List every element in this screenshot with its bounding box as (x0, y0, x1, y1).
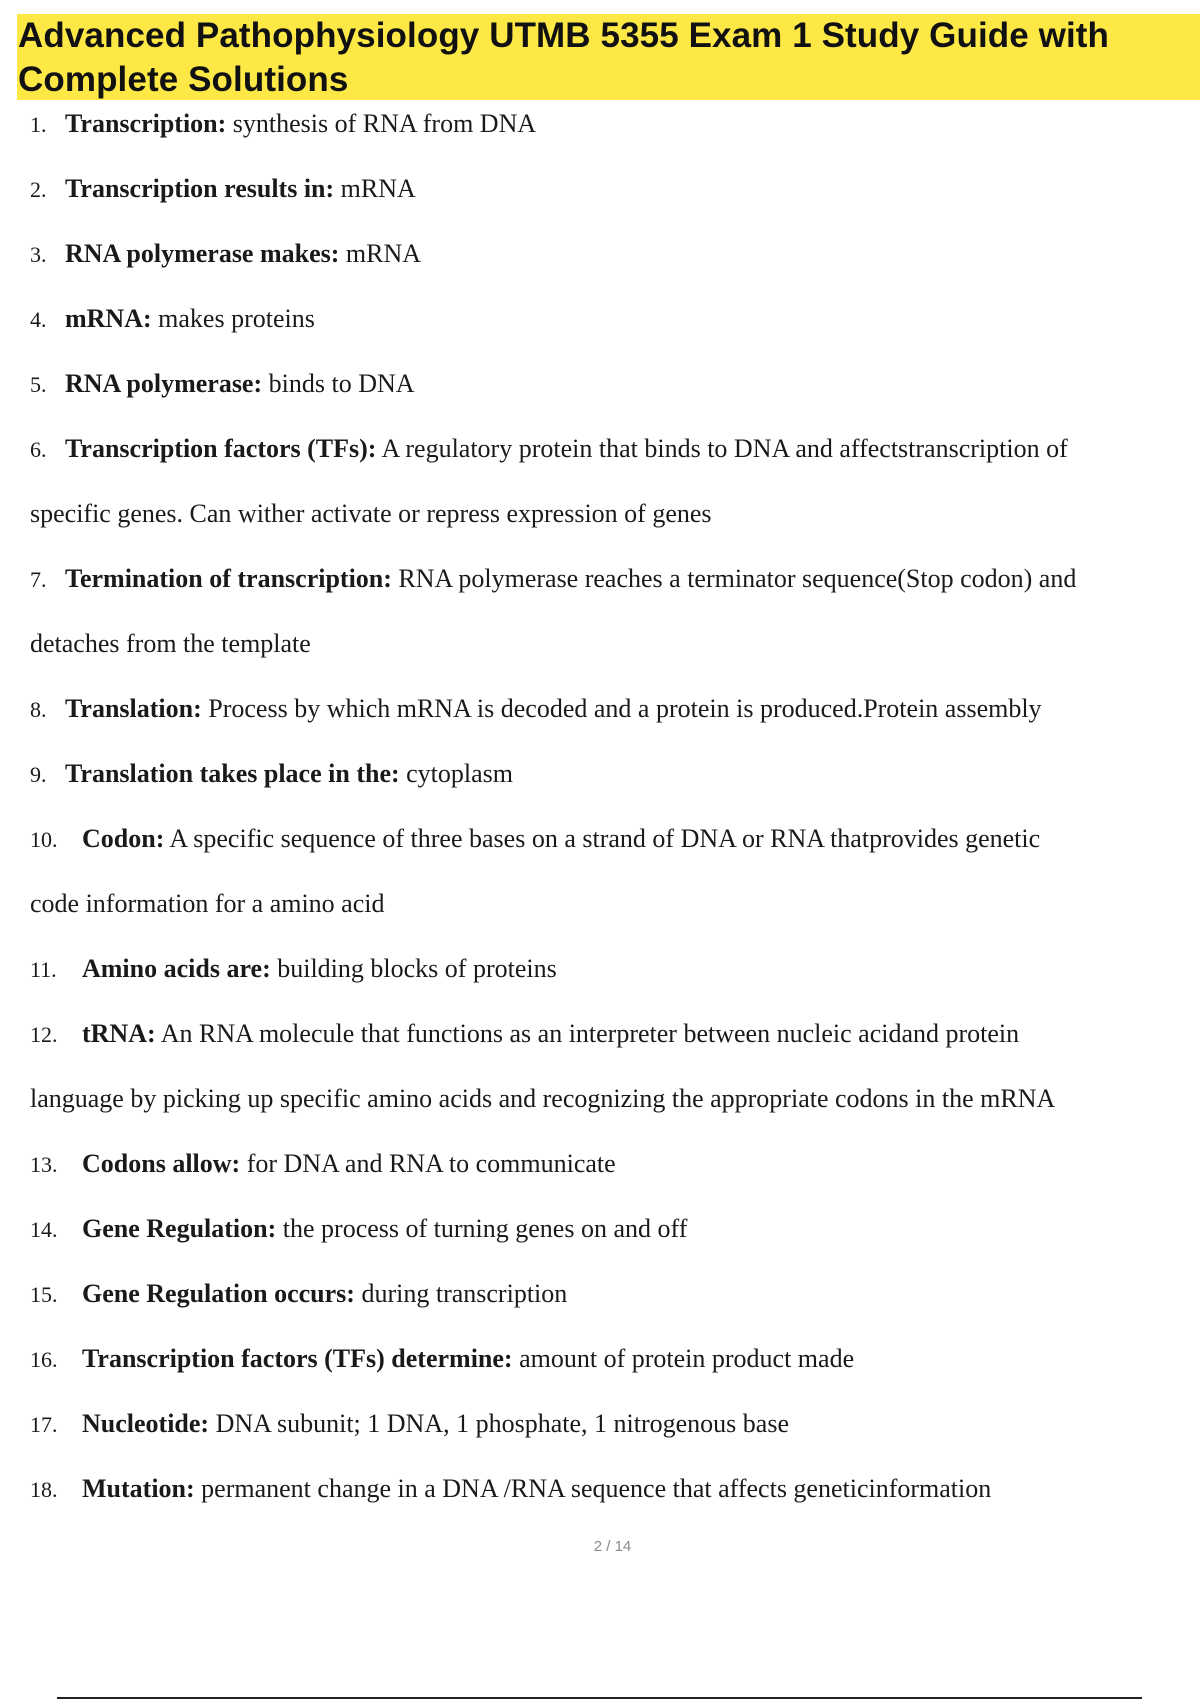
item-term: Translation: (65, 694, 202, 723)
item-number: 16. (30, 1347, 58, 1372)
list-item (30, 1213, 687, 1246)
item-number: 11. (30, 957, 57, 982)
item-number: 15. (30, 1282, 58, 1307)
list-item-continuation: detaches from the template (30, 629, 311, 658)
document-title-line-1: Advanced Pathophysiology UTMB 5355 Exam 1 Study Guide with (18, 16, 1110, 55)
list-item-continuation: language by picking up specific amino acids and recognizing the appropriate codons in the mRNA (30, 1084, 1056, 1113)
item-number: 5. (30, 372, 47, 397)
item-term: Gene Regulation: (82, 1214, 277, 1243)
list-item (30, 108, 536, 141)
list-item (30, 1018, 1019, 1051)
list-item (30, 1278, 567, 1311)
list-item (30, 238, 421, 271)
list-item (30, 1408, 789, 1441)
item-definition: DNA subunit; 1 DNA, 1 phosphate, 1 nitrogenous base (209, 1409, 789, 1438)
item-term: Transcription: (65, 109, 227, 138)
page-indicator: 2 / 14 (593, 1538, 632, 1555)
list-item-continuation: specific genes. Can wither activate or repress expression of genes (30, 499, 712, 528)
list-item-continuation: code information for a amino acid (30, 889, 385, 918)
list-item (30, 303, 315, 336)
item-term: mRNA: (65, 304, 152, 333)
item-number: 18. (30, 1477, 58, 1502)
item-term: Codons allow: (82, 1149, 241, 1178)
item-definition: A regulatory protein that binds to DNA and affectstranscription of (376, 434, 1068, 463)
item-definition: amount of protein product made (512, 1344, 855, 1373)
item-number: 9. (30, 762, 47, 787)
item-definition: RNA polymerase reaches a terminator sequence(Stop codon) and (391, 564, 1077, 593)
list-item (30, 433, 1068, 466)
item-term: RNA polymerase makes: (65, 239, 340, 268)
item-definition: building blocks of proteins (270, 954, 557, 983)
item-term: Mutation: (82, 1474, 195, 1503)
item-number: 8. (30, 697, 47, 722)
item-number: 4. (30, 307, 47, 332)
item-number: 14. (30, 1217, 58, 1242)
item-term: Transcription results in: (65, 174, 335, 203)
item-definition: cytoplasm (399, 759, 514, 788)
item-definition: during transcription (354, 1279, 568, 1308)
list-item (30, 693, 1042, 726)
item-term: Gene Regulation occurs: (82, 1279, 355, 1308)
item-number: 17. (30, 1412, 58, 1437)
item-term: Transcription factors (TFs): (65, 434, 377, 463)
item-definition: permanent change in a DNA /RNA sequence that affects geneticinformation (194, 1474, 992, 1503)
item-term: Amino acids are: (82, 954, 271, 983)
item-definition: makes proteins (151, 304, 315, 333)
list-item (30, 758, 513, 791)
item-term: Nucleotide: (82, 1409, 210, 1438)
item-number: 10. (30, 827, 58, 852)
item-definition: the process of turning genes on and off (276, 1214, 688, 1243)
item-number: 3. (30, 242, 47, 267)
item-term: Transcription factors (TFs) determine: (82, 1344, 513, 1373)
list-item (30, 173, 416, 206)
item-definition: for DNA and RNA to communicate (240, 1149, 616, 1178)
item-definition: Process by which mRNA is decoded and a protein is produced.Protein assembly (201, 694, 1042, 723)
list-item (30, 1473, 991, 1506)
item-definition: An RNA molecule that functions as an interpreter between nucleic acidand protein (155, 1019, 1020, 1048)
item-number: 1. (30, 112, 47, 137)
page-bottom-divider (57, 1697, 1142, 1699)
document-title (18, 14, 1178, 102)
item-number: 13. (30, 1152, 58, 1177)
list-item (30, 823, 1040, 856)
item-number: 2. (30, 177, 47, 202)
item-definition: mRNA (334, 174, 416, 203)
item-definition: mRNA (339, 239, 422, 268)
item-definition: synthesis of RNA from DNA (226, 109, 537, 138)
item-term: Codon: (82, 824, 165, 853)
document-title-line-2: Complete Solutions (18, 60, 349, 99)
list-item (30, 563, 1076, 596)
list-item (30, 368, 415, 401)
item-number: 12. (30, 1022, 58, 1047)
list-item (30, 953, 557, 986)
item-definition: binds to DNA (262, 369, 415, 398)
item-number: 7. (30, 567, 47, 592)
list-item (30, 1343, 854, 1376)
item-term: RNA polymerase: (65, 369, 263, 398)
item-term: tRNA: (82, 1019, 156, 1048)
list-item (30, 1148, 616, 1181)
item-number: 6. (30, 437, 47, 462)
item-definition: A specific sequence of three bases on a strand of DNA or RNA thatprovides genetic (164, 824, 1041, 853)
item-term: Translation takes place in the: (65, 759, 400, 788)
item-term: Termination of transcription: (65, 564, 392, 593)
